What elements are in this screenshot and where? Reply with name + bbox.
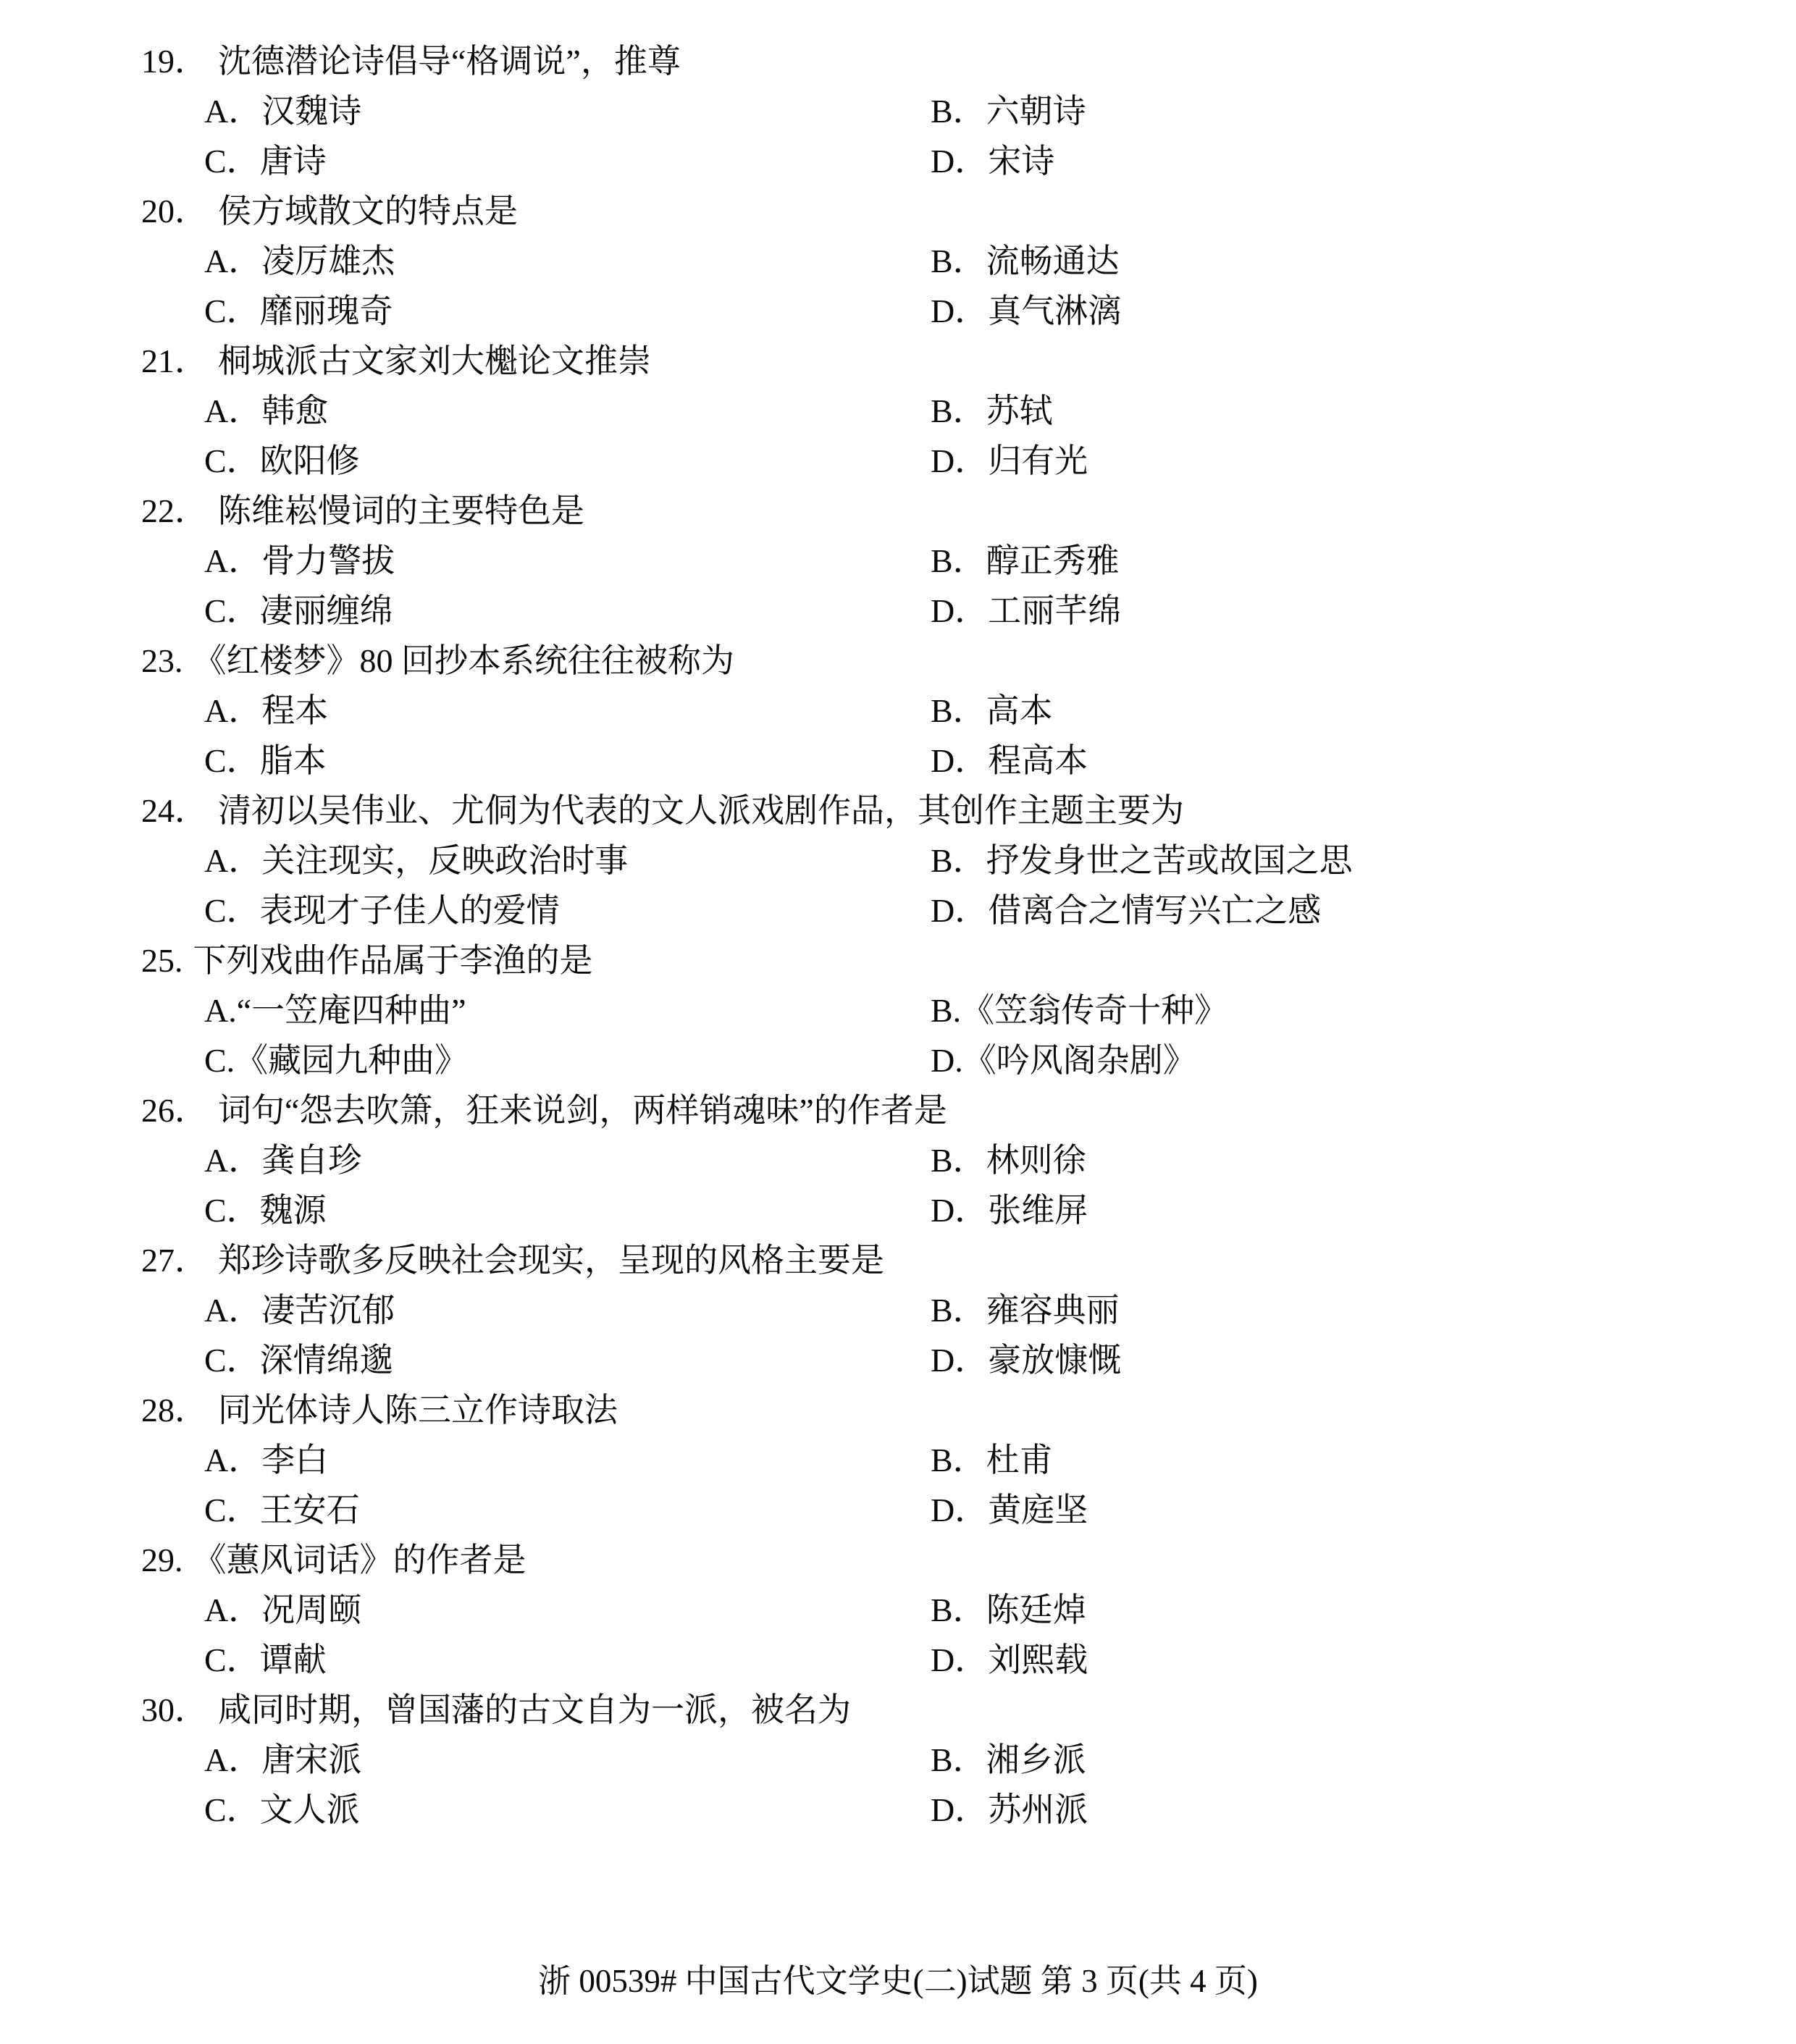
options: [0, 1735, 1796, 1835]
question-number: 20．: [141, 193, 208, 230]
option-c: C．谭献: [204, 1641, 327, 1678]
question-number: 25.: [141, 942, 183, 979]
option-row: [204, 1135, 1796, 1185]
option-a: A．况周颐: [204, 1591, 362, 1628]
question-number: 23.: [141, 642, 183, 679]
option-a: A．关注现实，反映政治时事: [204, 842, 629, 879]
question-line: [0, 1535, 1796, 1585]
option-row: [204, 1435, 1796, 1485]
question-number: 29.: [141, 1542, 183, 1578]
option-d: D．工丽芊绵: [931, 592, 1122, 629]
question-line: [0, 486, 1796, 536]
option-row: [204, 1585, 1796, 1635]
question-19: [0, 36, 1796, 186]
option-b: B．流畅通达: [931, 243, 1120, 279]
question-30: [0, 1685, 1796, 1835]
question-number: 26．: [141, 1092, 208, 1129]
option-c: C.《藏园九种曲》: [204, 1042, 469, 1079]
question-stem: 清初以吴伟业、尤侗为代表的文人派戏剧作品，其创作主题主要为: [218, 792, 1184, 829]
question-20: [0, 186, 1796, 336]
question-stem: 同光体诗人陈三立作诗取法: [218, 1392, 618, 1429]
question-number: 27．: [141, 1242, 208, 1279]
question-number: 30．: [141, 1691, 208, 1728]
option-row: [204, 536, 1796, 586]
option-c: C．文人派: [204, 1791, 360, 1828]
options: [0, 1285, 1796, 1385]
question-line: [0, 786, 1796, 836]
option-row: [204, 586, 1796, 636]
option-d: D．黄庭坚: [931, 1492, 1088, 1528]
question-line: [0, 1235, 1796, 1285]
page-footer: 浙 00539# 中国古代文学史(二)试题 第 3 页(共 4 页): [538, 1963, 1258, 1999]
question-29: [0, 1535, 1796, 1685]
question-line: [0, 186, 1796, 236]
option-row: [204, 1285, 1796, 1335]
options: [0, 86, 1796, 186]
option-b: B．杜甫: [931, 1442, 1053, 1479]
option-b: B．抒发身世之苦或故国之思: [931, 842, 1353, 879]
option-b: B．林则徐: [931, 1142, 1086, 1179]
question-28: [0, 1385, 1796, 1535]
option-a: A．汉魏诗: [204, 93, 362, 130]
option-b: B.《笠翁传奇十种》: [931, 992, 1228, 1029]
options: [0, 236, 1796, 336]
option-d: D．归有光: [931, 442, 1088, 479]
options: [0, 1435, 1796, 1535]
option-row: [204, 1185, 1796, 1235]
option-row: [204, 386, 1796, 436]
option-d: D．宋诗: [931, 143, 1055, 180]
question-stem: 郑珍诗歌多反映社会现实，呈现的风格主要是: [218, 1242, 884, 1279]
questions-area: [0, 36, 1796, 1835]
option-a: A．凄苦沉郁: [204, 1292, 395, 1329]
option-c: C．王安石: [204, 1492, 360, 1528]
option-a: A．韩愈: [204, 392, 329, 429]
question-stem: 词句“怨去吹箫，狂来说剑，两样销魂味”的作者是: [218, 1092, 947, 1129]
question-number: 19．: [141, 43, 208, 80]
option-row: [204, 236, 1796, 286]
option-c: C．靡丽瑰奇: [204, 293, 393, 329]
options: [0, 686, 1796, 786]
option-d: D．真气淋漓: [931, 293, 1122, 329]
question-number: 24．: [141, 792, 208, 829]
option-d: D．刘熙载: [931, 1641, 1088, 1678]
option-b: B．高本: [931, 692, 1053, 729]
option-d: D．张维屏: [931, 1192, 1088, 1229]
question-stem: 咸同时期，曾国藩的古文自为一派，被名为: [218, 1691, 851, 1728]
options: [0, 836, 1796, 935]
option-row: [204, 886, 1796, 935]
option-b: B．苏轼: [931, 392, 1053, 429]
question-21: [0, 336, 1796, 486]
option-d: D．程高本: [931, 742, 1088, 779]
option-a: A.“一笠庵四种曲”: [204, 992, 466, 1029]
question-27: [0, 1235, 1796, 1385]
option-row: [204, 86, 1796, 136]
option-row: [204, 286, 1796, 336]
option-row: [204, 736, 1796, 786]
option-row: [204, 836, 1796, 886]
options: [0, 1135, 1796, 1235]
question-stem: 沈德潜论诗倡导“格调说”，推尊: [218, 43, 681, 80]
option-a: A．骨力警拔: [204, 542, 395, 579]
options: [0, 386, 1796, 486]
question-number: 22．: [141, 492, 208, 529]
question-line: [0, 36, 1796, 86]
question-stem: 《蕙风词话》的作者是: [193, 1542, 526, 1578]
question-line: [0, 935, 1796, 985]
question-line: [0, 636, 1796, 686]
question-22: [0, 486, 1796, 636]
option-c: C．欧阳修: [204, 442, 360, 479]
option-row: [204, 1785, 1796, 1835]
question-stem: 侯方域散文的特点是: [218, 193, 518, 230]
option-c: C．脂本: [204, 742, 327, 779]
option-row: [204, 1485, 1796, 1535]
option-row: [204, 1335, 1796, 1385]
option-a: A．龚自珍: [204, 1142, 362, 1179]
option-a: A．唐宋派: [204, 1741, 362, 1778]
options: [0, 1585, 1796, 1685]
option-row: [204, 136, 1796, 186]
option-c: C．凄丽缠绵: [204, 592, 393, 629]
question-24: [0, 786, 1796, 935]
question-26: [0, 1085, 1796, 1235]
option-c: C．表现才子佳人的爱情: [204, 892, 560, 929]
question-stem: 桐城派古文家刘大櫆论文推崇: [218, 342, 651, 379]
options: [0, 985, 1796, 1085]
option-d: D.《吟风阁杂剧》: [931, 1042, 1196, 1079]
option-d: D．豪放慷慨: [931, 1342, 1122, 1379]
question-line: [0, 1685, 1796, 1735]
question-stem: 下列戏曲作品属于李渔的是: [193, 942, 593, 979]
options: [0, 536, 1796, 636]
option-c: C．深情绵邈: [204, 1342, 393, 1379]
question-line: [0, 1085, 1796, 1135]
option-b: B．六朝诗: [931, 93, 1086, 130]
option-b: B．雍容典丽: [931, 1292, 1120, 1329]
question-number: 28．: [141, 1392, 208, 1429]
option-c: C．魏源: [204, 1192, 327, 1229]
option-d: D．借离合之情写兴亡之感: [931, 892, 1322, 929]
question-25: [0, 935, 1796, 1085]
option-row: [204, 1735, 1796, 1785]
option-row: [204, 686, 1796, 736]
option-b: B．陈廷焯: [931, 1591, 1086, 1628]
question-stem: 《红楼梦》80 回抄本系统往往被称为: [193, 642, 734, 679]
question-23: [0, 636, 1796, 786]
option-row: [204, 1635, 1796, 1685]
option-row: [204, 436, 1796, 486]
question-number: 21．: [141, 342, 208, 379]
option-b: B．醇正秀雅: [931, 542, 1120, 579]
option-d: D．苏州派: [931, 1791, 1088, 1828]
option-row: [204, 1035, 1796, 1085]
question-line: [0, 336, 1796, 386]
option-row: [204, 985, 1796, 1035]
option-a: A．李白: [204, 1442, 329, 1479]
option-a: A．凌厉雄杰: [204, 243, 395, 279]
question-line: [0, 1385, 1796, 1435]
option-b: B．湘乡派: [931, 1741, 1086, 1778]
option-a: A．程本: [204, 692, 329, 729]
question-stem: 陈维崧慢词的主要特色是: [218, 492, 584, 529]
option-c: C．唐诗: [204, 143, 327, 180]
